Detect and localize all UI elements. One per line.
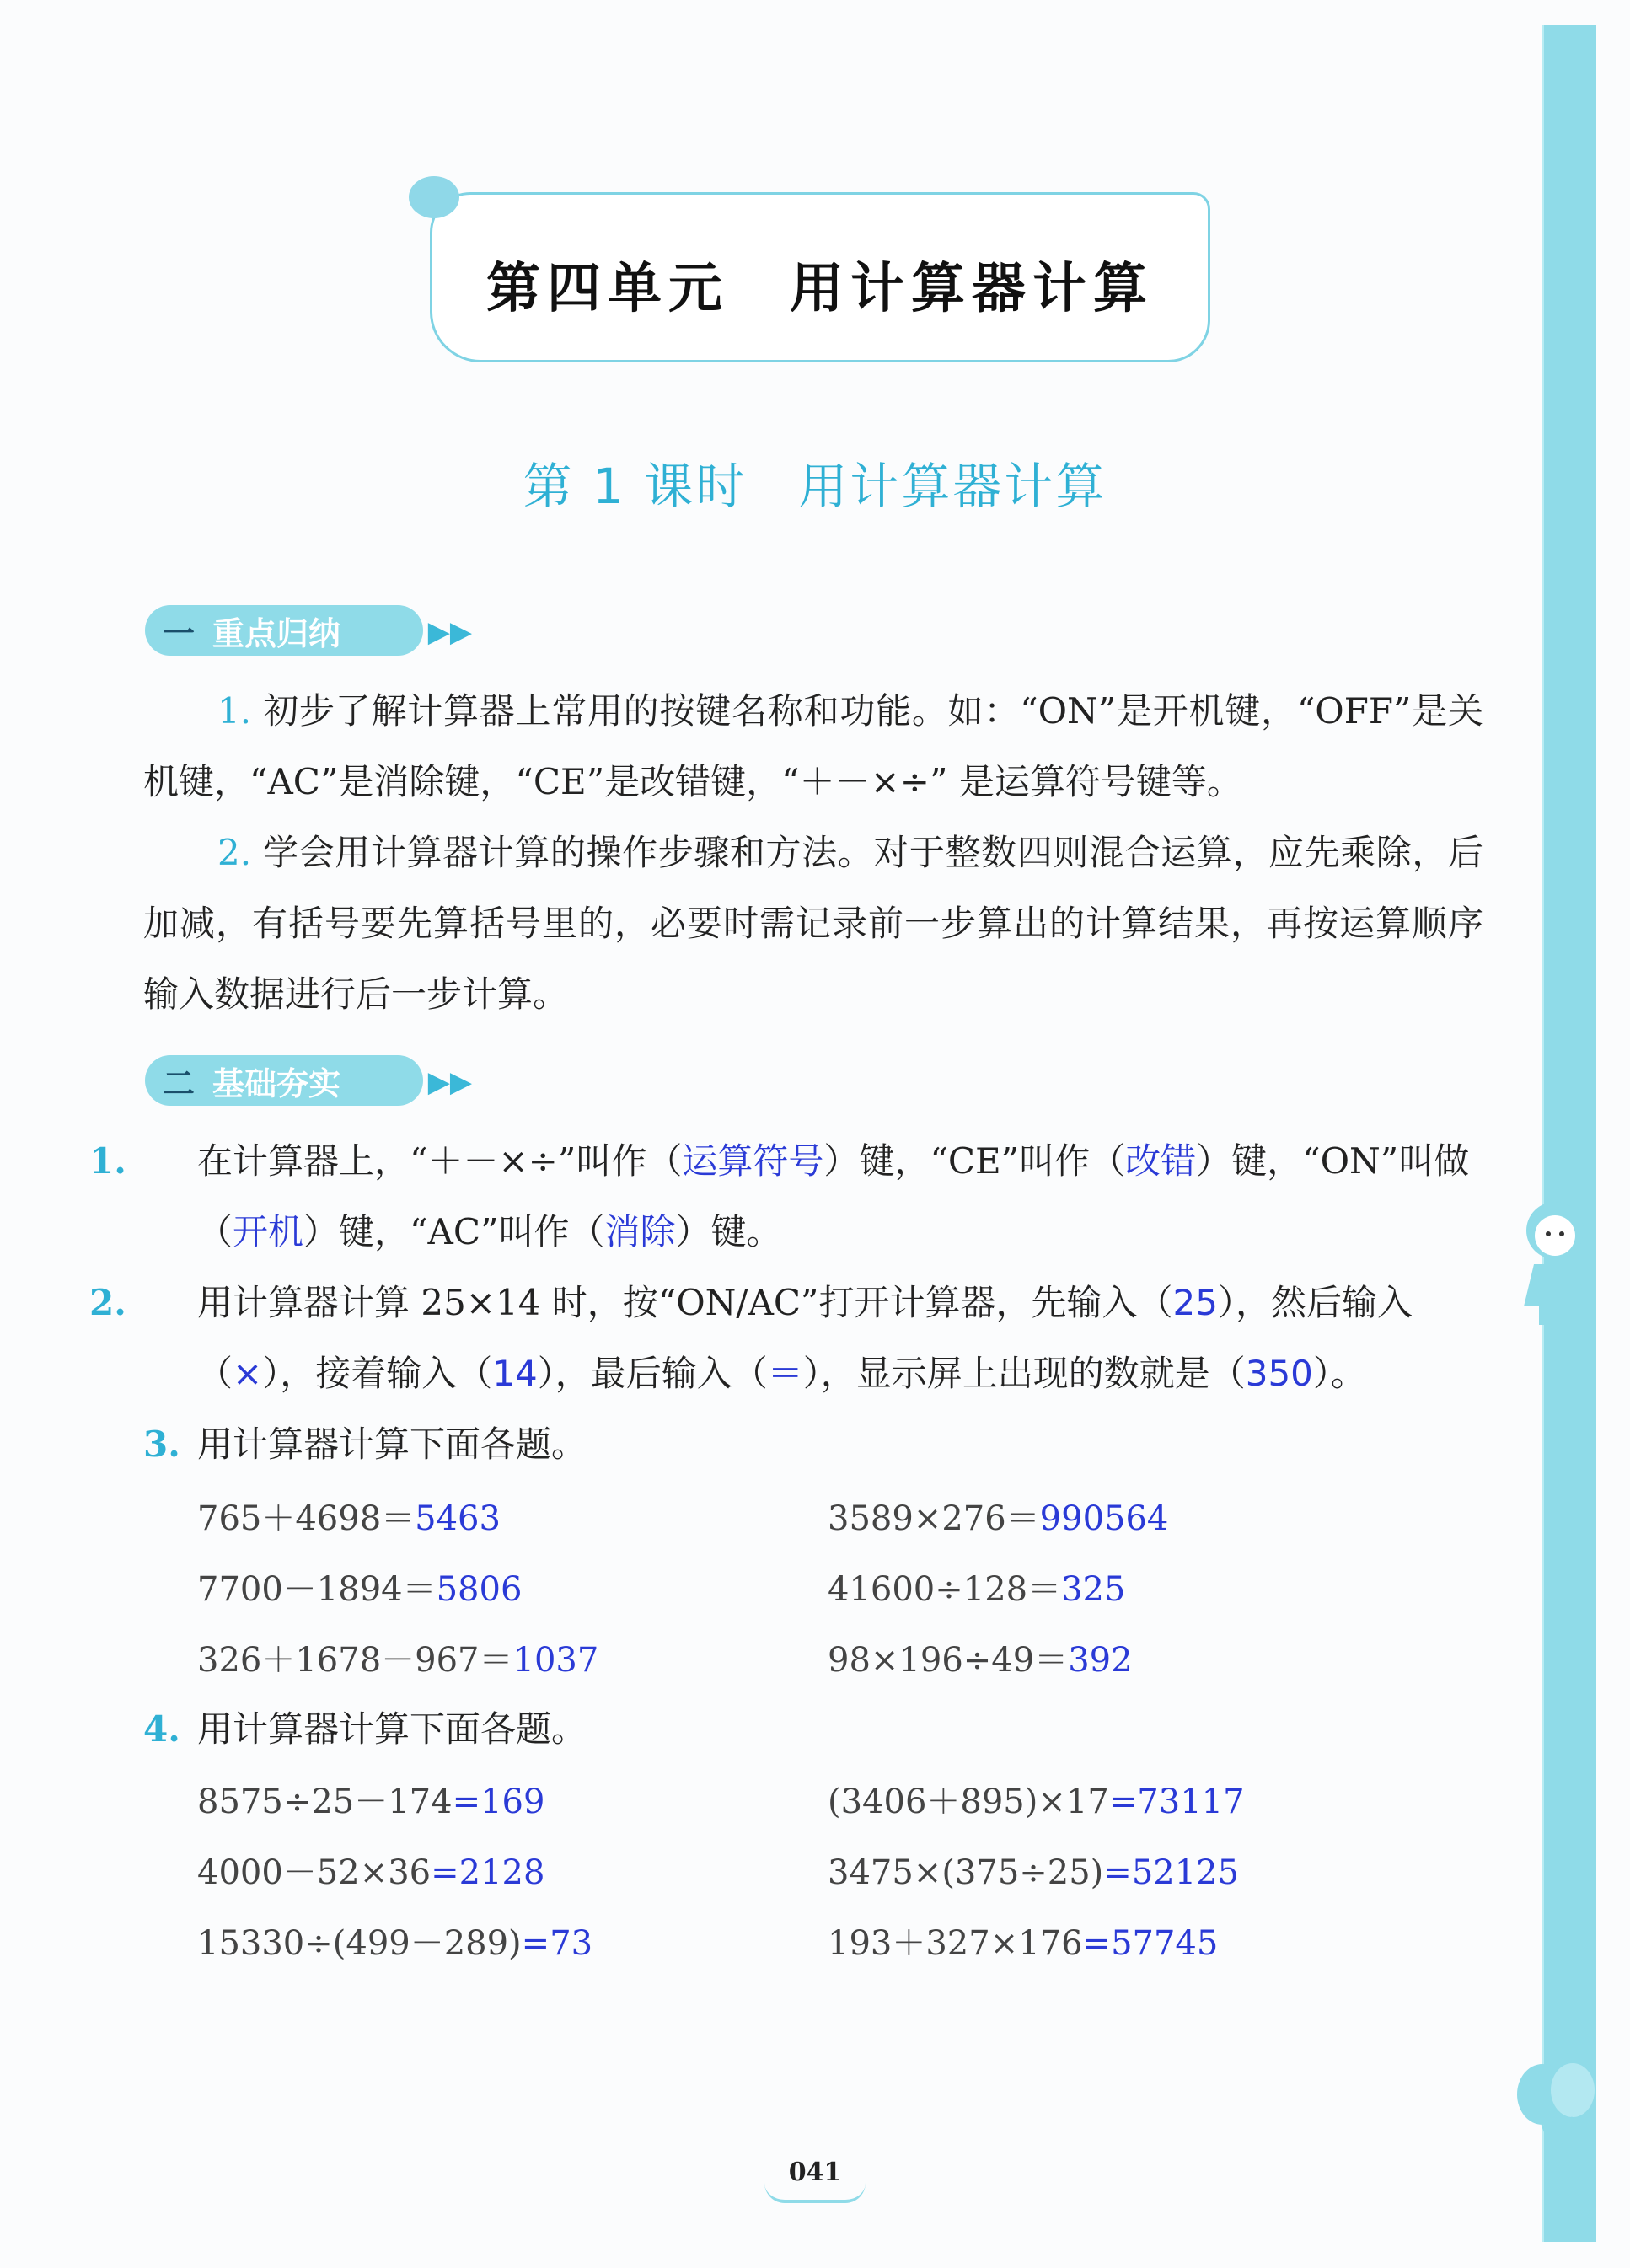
page-number-decoration	[764, 2183, 866, 2203]
answer: 运算符号	[682, 1140, 824, 1182]
calc-item	[828, 1564, 1125, 1615]
answer: 改错	[1125, 1140, 1197, 1182]
double-arrow-icon: ▶▶	[427, 1065, 472, 1099]
calc-expression: 41600÷128＝	[828, 1570, 1062, 1609]
question-index: 4.	[143, 1708, 180, 1750]
key-point-text: 学会用计算器计算的操作步骤和方法。对于整数四则混合运算，应先乘除，后加减，有括号要先算括号里的，必要时需记录前一步算出的计算结果，再按运算顺序输入数据进行后一步计算。	[143, 832, 1483, 1015]
girl-cartoon-icon	[1509, 1197, 1601, 1332]
decorative-side-strip	[1542, 25, 1596, 2242]
question-2	[89, 1268, 1495, 1409]
calc-answer: =52125	[1103, 1853, 1240, 1892]
page-number	[0, 2158, 1630, 2187]
calc-item	[197, 1777, 544, 1827]
balloon-icon	[1509, 2056, 1601, 2158]
question-text: ），显示屏上出现的数就是（	[802, 1353, 1246, 1394]
key-point-2	[143, 818, 1483, 1030]
calc-item	[828, 1777, 1245, 1827]
calc-answer: 1037	[512, 1641, 599, 1680]
question-text: ），接着输入（	[262, 1353, 493, 1394]
calc-item	[828, 1847, 1239, 1898]
question-4	[143, 1694, 1492, 1765]
calc-item	[197, 1847, 544, 1898]
question-prompt: 用计算器计算下面各题。	[197, 1424, 587, 1465]
section-number: 二	[162, 1064, 195, 1102]
answer: 350	[1245, 1353, 1313, 1394]
question-prompt: 用计算器计算下面各题。	[197, 1708, 587, 1750]
calc-item	[197, 1635, 598, 1686]
calc-item	[197, 1564, 522, 1615]
section-tag-key-points	[145, 605, 472, 656]
question-text: 在计算器上，“＋－×÷”叫作（	[197, 1140, 683, 1182]
calc-expression: 3589×276＝	[828, 1499, 1040, 1538]
calc-answer: 990564	[1039, 1499, 1169, 1538]
section-tag-basic-practice	[145, 1055, 472, 1106]
calc-item	[197, 1918, 592, 1969]
question-1	[89, 1126, 1495, 1268]
question-index: 1.	[89, 1140, 126, 1182]
calc-answer: 5806	[436, 1570, 523, 1609]
key-point-index: 1.	[217, 690, 252, 732]
question-text: ），最后输入（	[537, 1353, 768, 1394]
calc-item	[828, 1635, 1133, 1686]
section-number: 一	[162, 614, 195, 652]
question-text: ）键。	[675, 1211, 782, 1252]
calc-expression: 4000－52×36	[197, 1853, 432, 1892]
lesson-title: 第 1 课时 用计算器计算	[523, 458, 1107, 515]
calc-answer: =73117	[1108, 1783, 1245, 1821]
calc-expression: 193＋327×176	[828, 1924, 1083, 1963]
answer: 25	[1172, 1282, 1218, 1323]
calc-expression: 3475×(375÷25)	[828, 1853, 1104, 1892]
page-number-text: 041	[788, 2158, 842, 2187]
answer: 消除	[604, 1211, 676, 1252]
calc-item	[828, 1493, 1168, 1544]
calc-answer: =169	[452, 1783, 545, 1821]
calc-answer: 5463	[415, 1499, 501, 1538]
section-label: 重点归纳	[212, 614, 341, 652]
answer: ＝	[767, 1353, 803, 1394]
question-text: ）。	[1312, 1353, 1366, 1394]
key-point-text: 初步了解计算器上常用的按键名称和功能。如：“ON”是开机键，“OFF”是关机键，“AC”是消除键，“CE”是改错键，“＋－×÷” 是运算符号键等。	[143, 690, 1483, 802]
question-text: ）键，“CE”叫作（	[823, 1140, 1126, 1182]
calc-expression: 7700－1894＝	[197, 1570, 437, 1609]
calc-expression: 15330÷(499－289)	[197, 1924, 522, 1963]
double-arrow-icon: ▶▶	[427, 615, 472, 649]
question-text: ）键，“ON”叫做（	[197, 1140, 1470, 1252]
calc-answer: 325	[1061, 1570, 1126, 1609]
key-point-index: 2.	[217, 832, 252, 873]
answer: ×	[233, 1353, 263, 1394]
calc-item	[197, 1493, 501, 1544]
calc-expression: 326＋1678－967＝	[197, 1641, 513, 1680]
question-index: 2.	[89, 1282, 126, 1323]
calc-expression: 98×196÷49＝	[828, 1641, 1069, 1680]
unit-title: 第四单元 用计算器计算	[486, 258, 1154, 320]
calc-expression: 8575÷25－174	[197, 1783, 453, 1821]
question-text: ），然后输入（	[197, 1282, 1413, 1394]
calc-item	[828, 1918, 1218, 1969]
calc-answer: =57745	[1082, 1924, 1219, 1963]
section-label: 基础夯实	[212, 1064, 341, 1102]
unit-banner	[430, 192, 1210, 362]
question-text: 用计算器计算 25×14 时，按“ON/AC”打开计算器，先输入（	[197, 1282, 1173, 1323]
calc-expression: (3406＋895)×17	[828, 1783, 1109, 1821]
answer: 开机	[233, 1211, 304, 1252]
question-index: 3.	[143, 1424, 180, 1465]
calc-answer: 392	[1068, 1641, 1133, 1680]
question-3	[143, 1409, 1492, 1480]
calc-expression: 765＋4698＝	[197, 1499, 416, 1538]
key-point-1	[143, 676, 1483, 818]
flower-icon	[409, 176, 459, 218]
calc-answer: =73	[521, 1924, 593, 1963]
answer: 14	[492, 1353, 538, 1394]
question-text: ）键，“AC”叫作（	[303, 1211, 605, 1252]
calc-answer: =2128	[431, 1853, 545, 1892]
